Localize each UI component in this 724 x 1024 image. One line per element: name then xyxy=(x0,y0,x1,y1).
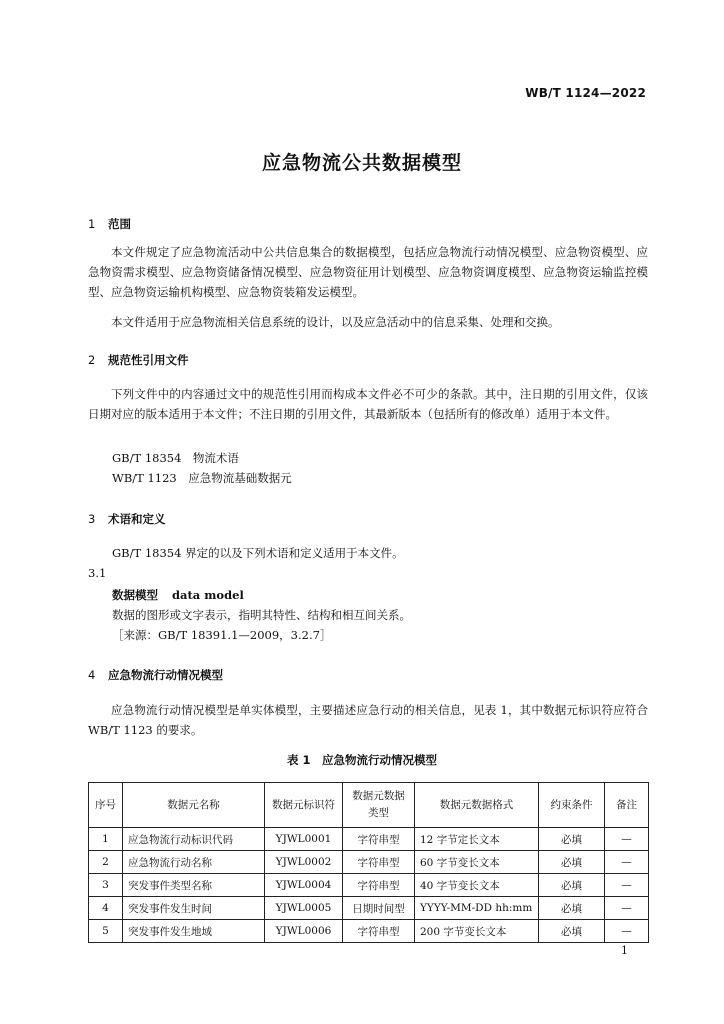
table-row xyxy=(89,874,649,897)
table-header-cell: 数据元名称 xyxy=(123,783,265,828)
term-number: 3.1 xyxy=(88,566,107,580)
table-header-cell: 数据元数据格式 xyxy=(415,783,539,828)
table-cell: 应急物流行动名称 xyxy=(123,851,265,874)
table-cell: 字符串型 xyxy=(343,851,415,874)
data-table xyxy=(88,782,649,943)
table-header-cell: 备注 xyxy=(605,783,649,828)
document-title: 应急物流公共数据模型 xyxy=(261,152,462,174)
table-cell: YJWL0004 xyxy=(265,874,343,897)
table-cell: 必填 xyxy=(539,874,605,897)
reference-item: WB/T 1123 应急物流基础数据元 xyxy=(112,471,292,485)
table-cell: — xyxy=(605,851,649,874)
table-cell: 12 字节定长文本 xyxy=(415,828,539,851)
term-english: data model xyxy=(172,588,244,602)
table-cell: 日期时间型 xyxy=(343,897,415,920)
table-cell: 字符串型 xyxy=(343,828,415,851)
table-cell: 4 xyxy=(89,897,123,920)
section-3-paragraph-1: GB/T 18354 界定的以及下列术语和定义适用于本文件。 xyxy=(112,546,404,560)
table-cell: — xyxy=(605,828,649,851)
table-header-cell: 约束条件 xyxy=(539,783,605,828)
section-2-paragraph-1: 下列文件中的内容通过文中的规范性引用而构成本文件必不可少的条款。其中，注日期的引用文件，仅该日期对应的版本适用于本文件；不注日期的引用文件，其最新版本（包括所有的修改单）适用于本文件。 xyxy=(88,387,648,421)
page-number: 1 xyxy=(621,944,628,957)
table-header-cell: 数据元数据类型 xyxy=(343,783,415,828)
table-cell: 200 字节变长文本 xyxy=(415,920,539,943)
section-1-paragraph-2: 本文件适用于应急物流相关信息系统的设计，以及应急活动中的信息采集、处理和交换。 xyxy=(111,315,560,329)
section-number: 1 xyxy=(88,217,96,231)
table-cell: 2 xyxy=(89,851,123,874)
reference-item: GB/T 18354 物流术语 xyxy=(112,451,239,465)
table-cell: 40 字节变长文本 xyxy=(415,874,539,897)
table-cell: YJWL0006 xyxy=(265,920,343,943)
section-number: 4 xyxy=(88,668,96,682)
table-cell: 突发事件发生时间 xyxy=(123,897,265,920)
table-row xyxy=(89,920,649,943)
table-cell: YJWL0002 xyxy=(265,851,343,874)
table-cell: — xyxy=(605,874,649,897)
table-cell: 必填 xyxy=(539,851,605,874)
table-caption: 表 1 应急物流行动情况模型 xyxy=(286,753,437,767)
table-cell: — xyxy=(605,920,649,943)
table-cell: 必填 xyxy=(539,920,605,943)
table-row xyxy=(89,851,649,874)
table-cell: 字符串型 xyxy=(343,920,415,943)
table-row xyxy=(89,828,649,851)
section-3-heading xyxy=(88,511,166,527)
section-1-heading xyxy=(88,216,131,232)
table-cell: 3 xyxy=(89,874,123,897)
standard-number: WB/T 1124—2022 xyxy=(525,86,646,100)
table-cell: YYYY-MM-DD hh:mm xyxy=(415,897,539,920)
table-cell: 5 xyxy=(89,920,123,943)
table-cell: YJWL0001 xyxy=(265,828,343,851)
table-cell: 1 xyxy=(89,828,123,851)
table-header-cell: 数据元标识符 xyxy=(265,783,343,828)
table-row xyxy=(89,897,649,920)
section-title: 应急物流行动情况模型 xyxy=(108,668,223,682)
section-4-paragraph-1: 应急物流行动情况模型是单实体模型，主要描述应急行动的相关信息，见表 1，其中数据元标识符应符合 WB/T 1123 的要求。 xyxy=(88,703,648,737)
section-1-paragraph-1: 本文件规定了应急物流活动中公共信息集合的数据模型，包括应急物流行动情况模型、应急物资模型、应急物资需求模型、应急物资储备情况模型、应急物资征用计划模型、应急物资调度模型、应急物资运输监控模型、应急物资运输机构模型、应急物资装箱发运模型。 xyxy=(88,245,648,299)
section-number: 3 xyxy=(88,512,96,526)
table-header-row xyxy=(89,783,649,828)
table-cell: 60 字节变长文本 xyxy=(415,851,539,874)
section-2-heading xyxy=(88,352,189,368)
section-title: 规范性引用文件 xyxy=(108,353,189,367)
section-title: 范围 xyxy=(108,217,131,231)
term-definition: 数据的图形或文字表示，指明其特性、结构和相互间关系。 xyxy=(112,608,411,622)
table-header-cell: 序号 xyxy=(89,783,123,828)
table-cell: 字符串型 xyxy=(343,874,415,897)
section-title: 术语和定义 xyxy=(108,512,166,526)
table-cell: 必填 xyxy=(539,828,605,851)
term-source: ［来源：GB/T 18391.1—2009，3.2.7］ xyxy=(112,628,332,642)
table-cell: 突发事件类型名称 xyxy=(123,874,265,897)
section-number: 2 xyxy=(88,353,96,367)
table-cell: 必填 xyxy=(539,897,605,920)
table-cell: 应急物流行动标识代码 xyxy=(123,828,265,851)
table-cell: 突发事件发生地域 xyxy=(123,920,265,943)
table-cell: — xyxy=(605,897,649,920)
table-cell: YJWL0005 xyxy=(265,897,343,920)
section-4-heading xyxy=(88,667,223,683)
term-chinese: 数据模型 xyxy=(112,588,158,602)
term-heading xyxy=(112,587,244,603)
